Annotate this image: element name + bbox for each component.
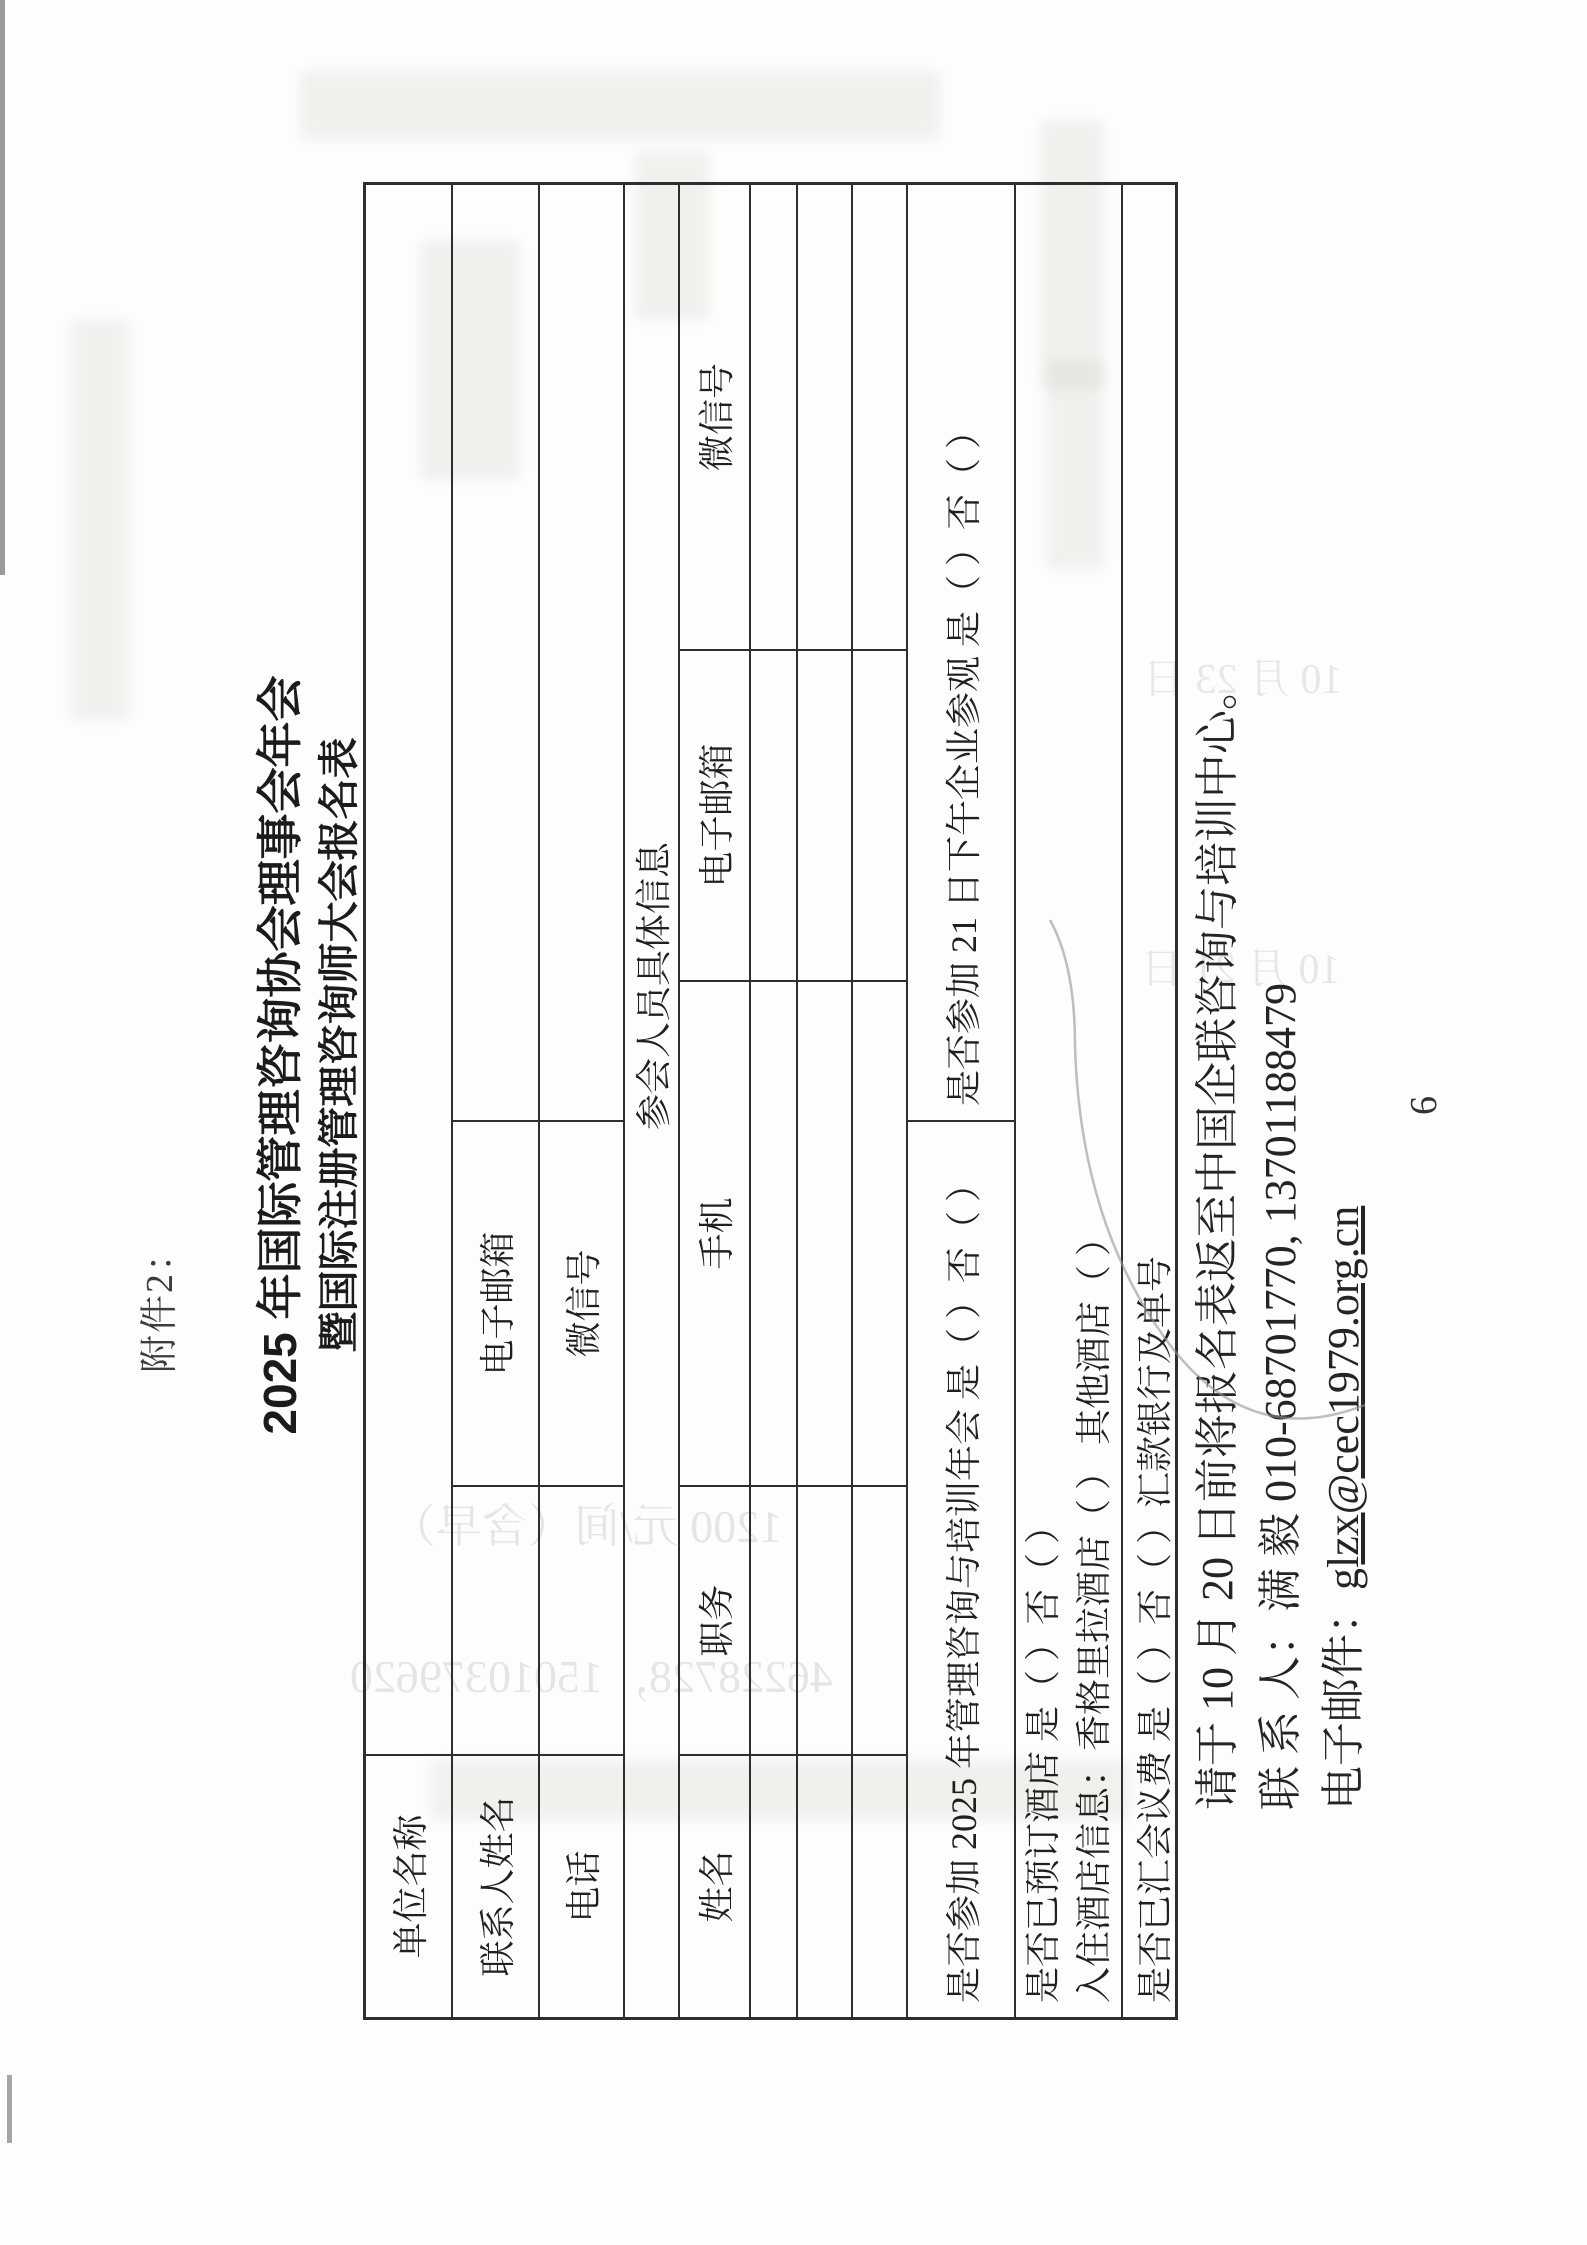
unit-name-label-cell: 单位名称 (366, 1754, 451, 2017)
contact-email-input-cell (453, 185, 538, 1120)
table-row-participant-1 (751, 185, 798, 2017)
table-row-participant-3 (853, 185, 908, 2017)
question-company-visit: 是否参加 21 日下午企业参观 是（ ）否（ ） (943, 412, 984, 1106)
contact-email-label-cell: 电子邮箱 (453, 1120, 538, 1485)
document-title-line1: 2025 年国际管理咨询协会理事会年会 (254, 675, 306, 1435)
table-row-phone (540, 185, 625, 2017)
participant-cell (798, 185, 851, 649)
participant-cell (751, 649, 796, 980)
bleed-through-text: 46228728，15010379620 (350, 1651, 833, 1702)
unit-name-input-cell (366, 185, 451, 1754)
table-row-participant-2 (798, 185, 853, 2017)
email-address: glzx@cec1979.org.cn (1319, 1205, 1368, 1590)
table-row-participant-columns (680, 185, 751, 2017)
participant-cell (853, 185, 906, 649)
attachment-label: 附件2： (139, 1231, 181, 1373)
participant-cell (751, 1485, 796, 1754)
col-header-title: 职务 (680, 1485, 749, 1754)
wechat-label-cell: 微信号 (540, 1120, 623, 1485)
participant-cell (798, 1485, 851, 1754)
deadline-note: 请于 10 月 20 日前将报名表返至中国企联咨询与培训中心。 (1193, 666, 1242, 1810)
table-row-attendance-questions (908, 185, 1016, 2017)
col-header-name: 姓名 (680, 1754, 749, 2017)
participant-cell (751, 980, 796, 1485)
participant-cell (853, 1485, 906, 1754)
participants-section-header: 参会人员具体信息 (634, 842, 674, 1131)
contact-name-input-cell (453, 1485, 538, 1754)
pen-squiggle-artifact (1020, 905, 1390, 1465)
table-row-unit-name (366, 185, 453, 2017)
participant-cell (853, 980, 906, 1485)
bleed-through-text: 10 月 21 日 (1141, 947, 1341, 993)
email-label: 电子邮件： (1319, 1590, 1368, 1810)
table-row-contact (453, 185, 540, 2017)
col-header-mobile: 手机 (680, 980, 749, 1485)
col-header-email: 电子邮箱 (680, 649, 749, 980)
table-row-participants-section (625, 185, 680, 2017)
page-number: 6 (1403, 1096, 1445, 1115)
phone-input-cell (540, 1485, 623, 1754)
wechat-input-cell (540, 185, 623, 1120)
participant-cell (798, 1754, 851, 2017)
participant-cell (751, 185, 796, 649)
contact-line: 联 系 人：满 毅 010-68701770, 13701188479 (1256, 982, 1305, 1810)
bleed-through-text: 1200 元/间（含早） (390, 1501, 783, 1552)
participant-cell (853, 1754, 906, 2017)
col-header-wechat: 微信号 (697, 363, 737, 472)
participant-cell (798, 649, 851, 980)
participant-cell (853, 649, 906, 980)
participant-cell (751, 1754, 796, 2017)
contact-name-label-cell: 联系人姓名 (453, 1754, 538, 2017)
question-annual-meeting: 是否参加 2025 年管理咨询与培训年会 是（ ）否（ ） (908, 1120, 1014, 2017)
phone-label-cell: 电话 (540, 1754, 623, 2017)
bleed-through-text: 10 月 23 日 (1143, 657, 1343, 703)
question-hotel-booked: 是否已预订酒店 是（ ）否（ ） (1022, 1507, 1063, 2003)
document-title-line2: 暨国际注册管理咨询师大会报名表 (316, 737, 362, 1353)
participant-cell (798, 980, 851, 1485)
hotel-info-line: 入住酒店信息：香格里拉酒店（ ） 其他酒店（ ） (1073, 1219, 1114, 2003)
question-fee-paid: 是否已汇会议费 是（ ）否（ ）汇款银行及单号 (1134, 1255, 1175, 2003)
